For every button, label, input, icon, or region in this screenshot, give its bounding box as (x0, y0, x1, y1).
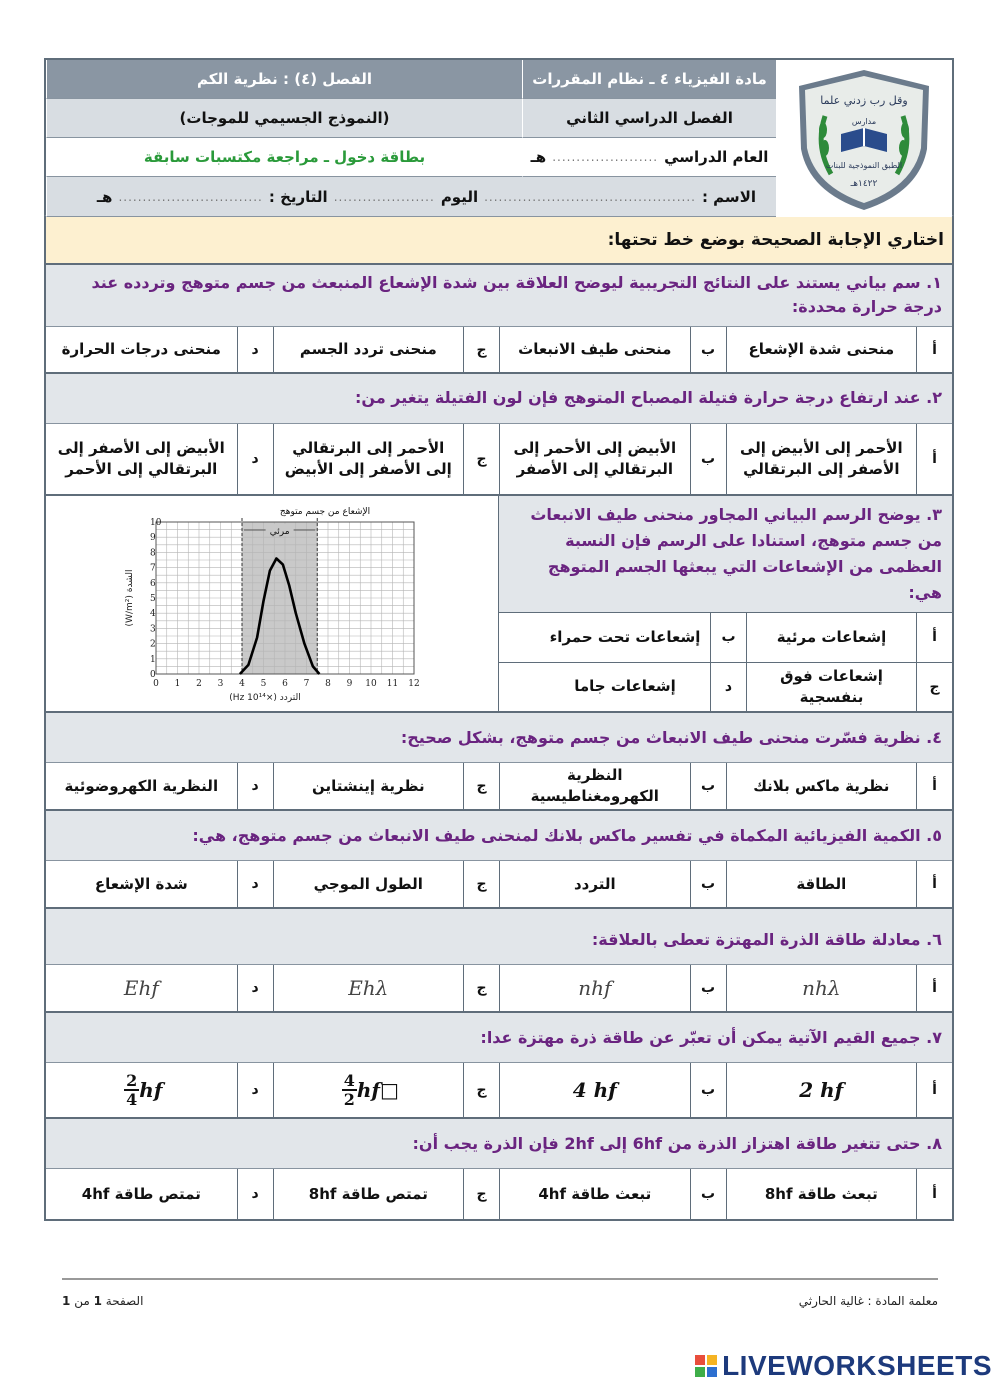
option-d[interactable]: شدة الإشعاع (94, 874, 188, 893)
option-letter: د (237, 424, 273, 494)
y-tick-label: 10 (150, 518, 162, 528)
option-letter: د (237, 1063, 273, 1117)
question-text: ٨. حتى تتغير طاقة اهتزاز الذرة من 6hf إلى 2hf فإن الذرة يجب أن: (46, 1119, 952, 1169)
x-tick-label: 8 (325, 679, 331, 689)
fraction-numerator: 4 (343, 1071, 355, 1090)
question-text: ٦. معادلة طاقة الذرة المهتزة تعطى بالعلاقة: (46, 909, 952, 965)
x-tick-label: 9 (346, 679, 353, 689)
band-label: مرئي (269, 527, 290, 537)
option-letter: أ (916, 965, 952, 1011)
school-logo (776, 60, 952, 217)
option-b[interactable]: تبعث طاقة 4hf (499, 1169, 690, 1219)
teacher-name: معلمة المادة : غالية الحارثي (798, 1294, 938, 1308)
y-tick-label: 0 (150, 670, 156, 680)
options-row (46, 861, 952, 909)
option-letter: ج (463, 763, 499, 809)
option-d[interactable]: الأبيض إلى الأصفر إلى البرتقالي إلى الأحمر (57, 439, 225, 478)
options-row (46, 1063, 952, 1119)
date-field[interactable]: .............................. (118, 189, 263, 204)
y-axis-label: الشدة (W/m²) (125, 569, 135, 627)
question-2 (44, 374, 954, 496)
option-c[interactable]: منحنى تردد الجسم (273, 327, 464, 372)
option-letter: ج (463, 861, 499, 907)
option-letter: أ (916, 763, 952, 809)
option-a[interactable]: منحنى شدة الإشعاع (726, 327, 917, 372)
option-letter: أ (916, 861, 952, 907)
option-letter: ج (463, 1169, 499, 1219)
logo-school-name: الطبق النموذجية للبنات (825, 160, 903, 170)
option-a[interactable]: نظرية ماكس بلانك (726, 763, 917, 809)
option-c[interactable] (273, 1063, 464, 1117)
option-b[interactable]: إشعاعات تحت حمراء (549, 627, 701, 646)
brand-text: LIVEWORKSHEETS (722, 1350, 992, 1381)
x-tick-label: 12 (408, 679, 420, 689)
question-text: ٥. الكمية الفيزيائية المكماة في تفسير ماكس بلانك لمنحنى طيف الانبعاث من جسم متوهج، هي: (46, 811, 952, 861)
x-tick-label: 2 (196, 679, 202, 689)
question-6 (44, 909, 954, 1013)
options-row (46, 763, 952, 811)
option-letter: د (710, 663, 746, 712)
y-tick-label: 5 (150, 594, 156, 604)
question-1 (44, 265, 954, 374)
logo-motto: وقل رب زدني علما (820, 93, 908, 107)
option-letter: أ (916, 1169, 952, 1219)
question-4 (44, 713, 954, 811)
subject-label: مادة الفيزياء ٤ ـ نظام المقررات (522, 60, 776, 99)
option-letter: ج (463, 424, 499, 494)
option-c[interactable]: الأحمر إلى البرتقالي إلى الأصفر إلى الأبيض (273, 424, 464, 494)
options-row (46, 327, 952, 374)
option-b[interactable]: nhf (499, 965, 690, 1011)
option-b[interactable]: النظرية الكهرومغناطيسية (499, 763, 690, 809)
fraction-denominator: 2 (343, 1090, 355, 1109)
option-letter: ب (690, 965, 726, 1011)
question-text: ١. سم بياني يستند على النتائج التجريبية ليوضح العلاقة بين شدة الإشعاع المنبعث من جسم متوهج وتردده عند درجة حرارة محددة: (46, 265, 952, 327)
option-letter: د (237, 1169, 273, 1219)
option-c[interactable]: الطول الموجي (273, 861, 464, 907)
option-letter: ب (690, 1169, 726, 1219)
option-letter: د (237, 861, 273, 907)
option-letter: د (237, 965, 273, 1011)
y-tick-label: 1 (150, 654, 156, 665)
x-tick-label: 6 (282, 679, 288, 689)
option-a[interactable]: تبعث طاقة 8hf (726, 1169, 917, 1219)
options-row (46, 1169, 952, 1221)
option-c-text: hf□ (356, 1077, 399, 1102)
date-suffix: هـ (96, 187, 113, 206)
date-label: التاريخ : (268, 187, 328, 206)
page-label: الصفحة (105, 1294, 144, 1308)
x-tick-label: 11 (386, 679, 399, 689)
option-c[interactable]: نظرية إينشتاين (273, 763, 464, 809)
model-label: (النموذج الجسيمي للموجات) (46, 99, 522, 138)
options-row (46, 424, 952, 496)
year-suffix: هـ (530, 148, 547, 166)
option-d[interactable]: إشعاعات جاما (574, 677, 676, 696)
option-d-text: hf (139, 1077, 163, 1102)
option-c[interactable]: Ehλ (273, 965, 464, 1011)
x-tick-label: 5 (260, 679, 267, 689)
fraction (124, 1072, 139, 1108)
y-tick-label: 9 (150, 533, 156, 544)
option-letter: د (237, 327, 273, 372)
option-letter: ب (690, 424, 726, 494)
worksheet (44, 58, 954, 1221)
day-field[interactable]: ..................... (333, 189, 435, 204)
question-text: ٧. جميع القيم الآتية يمكن أن تعبّر عن طاقة ذرة مهتزة عدا: (46, 1013, 952, 1063)
y-tick-label: 2 (150, 639, 156, 650)
option-letter: ج (463, 965, 499, 1011)
y-tick-label: 3 (150, 624, 156, 635)
options-row (499, 612, 952, 662)
option-a[interactable]: nhλ (726, 965, 917, 1011)
year-label: العام الدراسي (664, 148, 769, 166)
semester-label: الفصل الدراسي الثاني (522, 99, 776, 138)
instruction: اختاري الإجابة الصحيحة بوضع خط تحتها: (44, 215, 954, 265)
option-a[interactable]: 2 hf (726, 1063, 917, 1117)
name-field[interactable]: ............................................ (484, 189, 696, 204)
y-tick-label: 4 (150, 609, 156, 620)
option-d[interactable] (46, 1063, 237, 1117)
question-8 (44, 1119, 954, 1221)
emission-chart (46, 496, 498, 711)
x-tick-label: 7 (303, 679, 310, 689)
y-tick-label: 7 (150, 563, 156, 574)
option-letter: د (237, 763, 273, 809)
brand-icon (694, 1354, 718, 1378)
name-date-row (46, 177, 776, 217)
fraction-denominator: 4 (126, 1090, 138, 1109)
option-b[interactable]: الأبيض إلى الأحمر إلى البرتقالي إلى الأصفر (499, 424, 690, 494)
name-label: الاسم : (701, 187, 756, 206)
option-c[interactable]: تمتص طاقة 8hf (273, 1169, 464, 1219)
header (44, 58, 954, 215)
option-letter: ب (690, 327, 726, 372)
option-letter: ب (690, 763, 726, 809)
option-a[interactable]: الطاقة (726, 861, 917, 907)
option-letter: ج (463, 327, 499, 372)
year-field[interactable] (522, 138, 776, 177)
options-row (46, 965, 952, 1013)
page-current: 1 (93, 1294, 102, 1308)
x-tick-label: 0 (153, 679, 159, 689)
card-label: بطاقة دخول ـ مراجعة مكتسبات سابقة (46, 138, 522, 177)
y-tick-label: 6 (150, 578, 156, 589)
y-tick-label: 8 (150, 548, 156, 559)
option-letter: أ (916, 1063, 952, 1117)
x-axis-label: التردد (×10¹⁴ Hz) (229, 693, 301, 703)
question-text: ٢. عند ارتفاع درجة حرارة فتيلة المصباح المتوهج فإن لون الفتيلة يتغير من: (46, 374, 952, 424)
fraction (342, 1072, 357, 1108)
question-3-panel (498, 496, 952, 711)
options-row (499, 662, 952, 712)
option-letter: ج (463, 1063, 499, 1117)
option-letter: ب (710, 613, 746, 662)
question-text: ٣. يوضح الرسم البياني المجاور منحنى طيف الانبعاث من جسم متوهج، استنادا على الرسم فإن النسبة العظمى من الإشعاعات التي يبعثها الجسم المتوهج هي: (499, 496, 952, 612)
option-d[interactable]: النظرية الكهروضوئية (64, 776, 219, 795)
option-a[interactable]: الأحمر إلى الأبيض إلى الأصفر إلى البرتقالي (726, 424, 917, 494)
logo-year: ١٤٢٢هـ (850, 178, 878, 189)
chart-panel (46, 496, 498, 711)
option-c[interactable]: إشعاعات فوق بنفسجية (746, 663, 916, 712)
year-dots: ...................... (552, 150, 659, 164)
question-3 (44, 496, 954, 713)
chapter-label: الفصل (٤) : نظرية الكم (46, 60, 522, 99)
option-b[interactable]: 4 hf (499, 1063, 690, 1117)
logo-schools: مدارس (851, 116, 877, 126)
option-b[interactable]: التردد (499, 861, 690, 907)
option-letter: أ (916, 327, 952, 372)
option-letter: أ (916, 424, 952, 494)
option-a[interactable]: إشعاعات مرئية (746, 613, 916, 662)
x-tick-label: 4 (239, 679, 245, 689)
question-text: ٤. نظرية فسّرت منحنى طيف الانبعاث من جسم متوهج، بشكل صحيح: (46, 713, 952, 763)
option-d[interactable]: منحنى درجات الحرارة (61, 340, 221, 358)
option-letter: أ (916, 613, 952, 662)
page-total: 1 (62, 1294, 71, 1308)
footer (62, 1278, 938, 1308)
x-tick-label: 1 (174, 679, 181, 689)
x-tick-label: 3 (217, 679, 224, 689)
option-b[interactable]: منحنى طيف الانبعاث (499, 327, 690, 372)
question-5 (44, 811, 954, 909)
question-7 (44, 1013, 954, 1119)
day-label: اليوم (440, 187, 479, 206)
fraction-numerator: 2 (126, 1071, 138, 1090)
option-letter: ج (916, 663, 952, 712)
x-tick-label: 10 (365, 679, 377, 689)
option-d[interactable]: تمتص طاقة 4hf (81, 1184, 201, 1203)
page-of: من (74, 1294, 90, 1308)
option-letter: ب (690, 861, 726, 907)
option-letter: ب (690, 1063, 726, 1117)
liveworksheets-logo (694, 1350, 992, 1382)
chart-title: الإشعاع من جسم متوهج (279, 507, 371, 517)
page-number (62, 1294, 143, 1308)
option-d[interactable]: Ehf (123, 975, 159, 1000)
